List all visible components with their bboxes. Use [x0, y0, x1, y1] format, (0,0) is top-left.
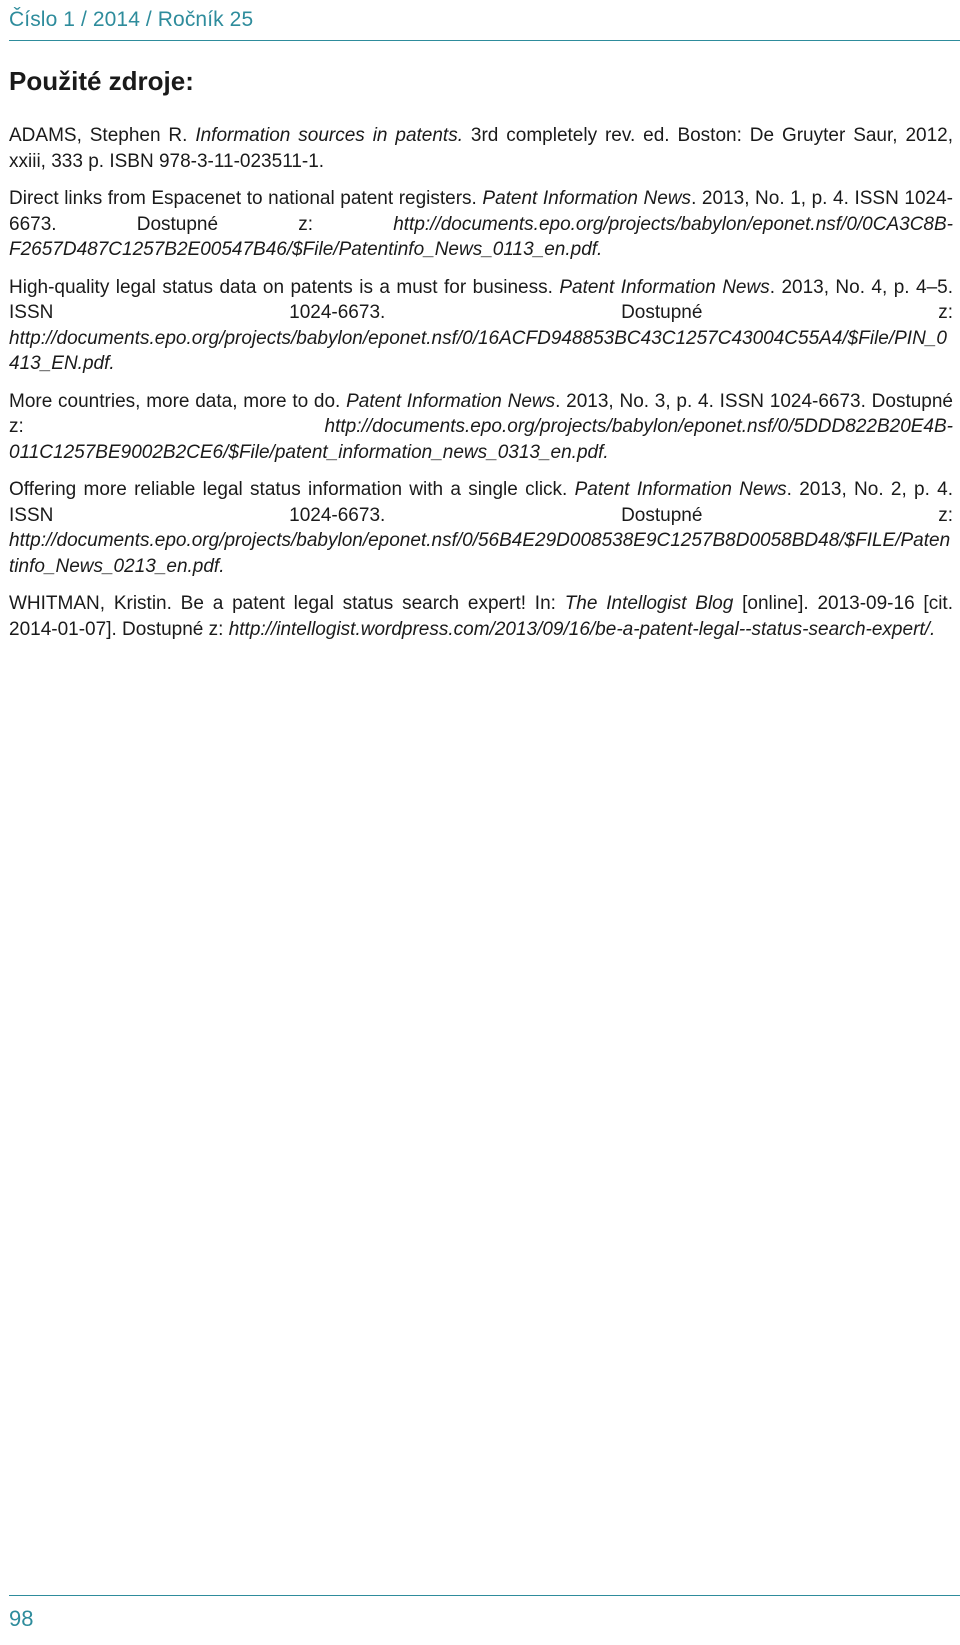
- reference-high-quality: [9, 275, 953, 377]
- reference-title: The Intellogist Blog: [564, 593, 734, 614]
- reference-journal: Patent Information News: [574, 479, 787, 500]
- reference-text: High-quality legal status data on patents is a must for business.: [9, 276, 560, 298]
- footer-divider: [9, 1595, 960, 1596]
- reference-url[interactable]: http://documents.epo.org/projects/babylon/eponet.nsf/0/0CA3C8B-F2657D487C1257B2E00547B46/$File/Patentinfo_News_0113_en.pdf.: [9, 213, 953, 260]
- reference-text: [online]. 2013-09-16 [cit. 2014-01-07]. Dostupné z:: [9, 593, 953, 640]
- reference-whitman: [9, 591, 953, 642]
- reference-text: . 2013, No. 1, p. 4. ISSN 1024-6673. Dostupné z:: [9, 188, 953, 235]
- reference-text: More countries, more data, more to do.: [9, 390, 347, 412]
- reference-url[interactable]: http://documents.epo.org/projects/babylon/eponet.nsf/0/5DDD822B20E4B-011C1257BE9002B2CE6/$File/patent_information_news_0313_en.pdf.: [9, 416, 953, 463]
- reference-text: . 2013, No. 4, p. 4–5. ISSN 1024-6673. Dostupné z:: [9, 276, 953, 323]
- reference-journal: Patent Information News: [346, 390, 556, 412]
- page-number: 98: [9, 1606, 34, 1631]
- reference-more-countries: [9, 389, 953, 466]
- reference-adams: [9, 123, 953, 174]
- reference-journal: Patent Information News: [482, 188, 692, 209]
- reference-url[interactable]: http://documents.epo.org/projects/babylon/eponet.nsf/0/16ACFD948853BC43C1257C43004C55A4/$File/PIN_0413_EN.pdf.: [9, 327, 947, 374]
- reference-text: ADAMS, Stephen R.: [9, 125, 196, 146]
- header-divider: [9, 40, 960, 41]
- reference-text: WHITMAN, Kristin. Be a patent legal status search expert! In:: [9, 593, 565, 614]
- reference-list: [9, 123, 953, 654]
- reference-text: . 2013, No. 3, p. 4. ISSN 1024-6673. Dostupné z:: [9, 390, 953, 437]
- reference-journal: Patent Information News: [559, 276, 770, 298]
- reference-text: 3rd completely rev. ed. Boston: De Gruyter Saur, 2012, xxiii, 333 p. ISBN 978-3-11-023511-1.: [9, 125, 954, 172]
- reference-title: Information sources in patents.: [195, 125, 463, 146]
- reference-text: . 2013, No. 2, p. 4. ISSN 1024-6673. Dostupné z:: [9, 479, 953, 526]
- reference-url[interactable]: http://documents.epo.org/projects/babylon/eponet.nsf/0/56B4E29D008538E9C1257B8D0058BD48/$FILE/Patentinfo_News_0213_en.pdf.: [9, 530, 951, 577]
- reference-text: Offering more reliable legal status information with a single click.: [9, 479, 575, 500]
- section-title: Použité zdroje:: [9, 66, 194, 96]
- running-head: Číslo 1 / 2014 / Ročník 25: [9, 8, 254, 31]
- reference-offering: [9, 477, 953, 579]
- reference-text: Direct links from Espacenet to national patent registers.: [9, 188, 483, 209]
- reference-direct-links: [9, 186, 953, 263]
- reference-url[interactable]: http://intellogist.wordpress.com/2013/09/16/be-a-patent-legal--status-search-expert/.: [228, 618, 936, 640]
